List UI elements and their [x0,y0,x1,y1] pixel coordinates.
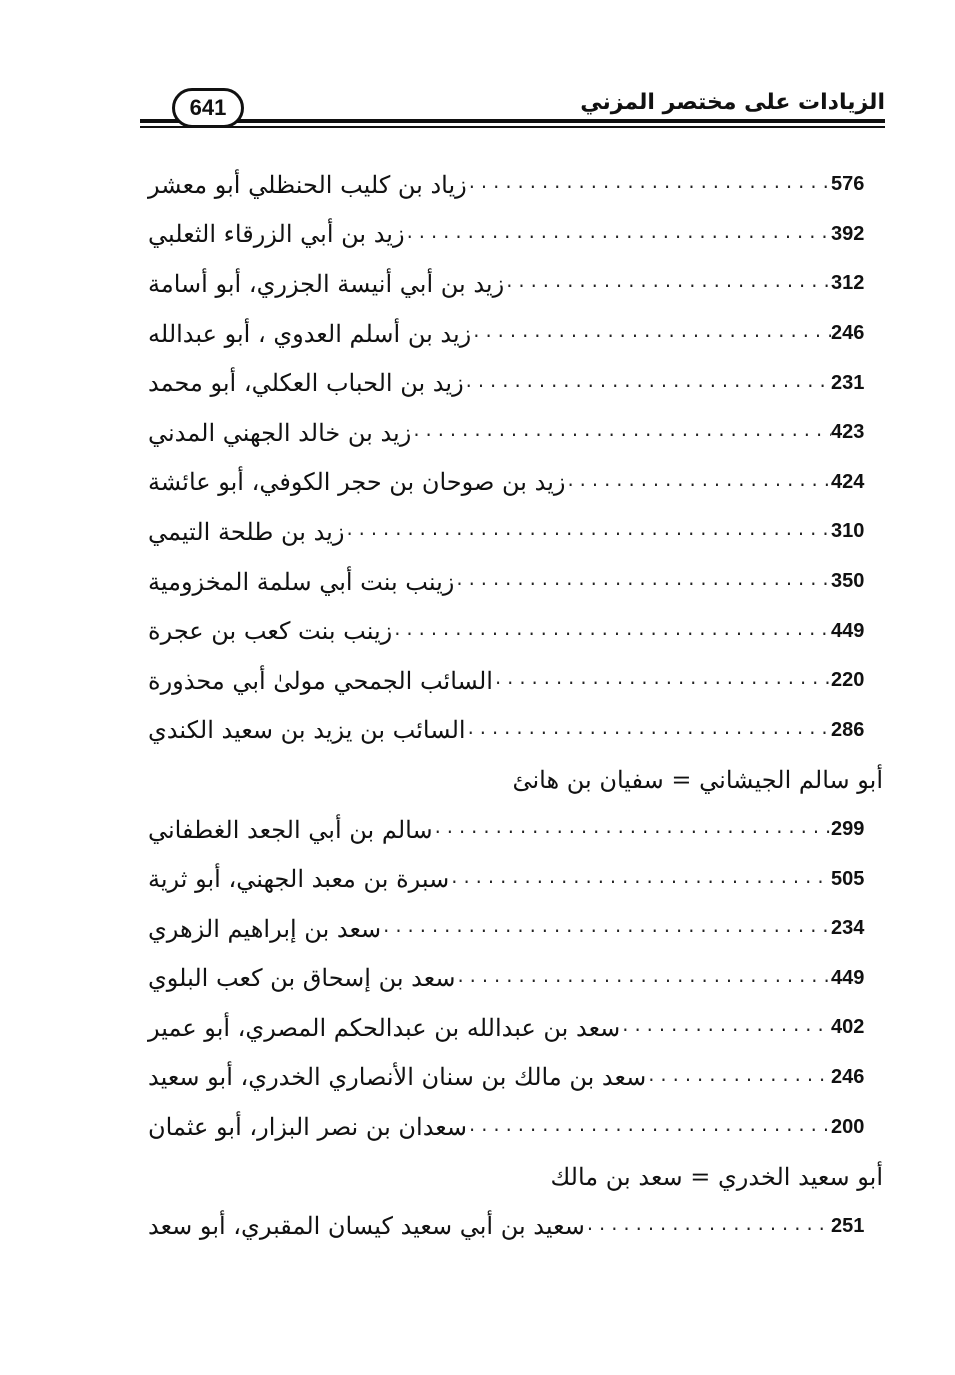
entry-name: زيد بن أبي الزرقاء الثعلبي [148,220,405,249]
entry-page-number: 423 [831,421,865,444]
dot-leader [466,721,831,740]
entry-page-number: 576 [831,173,865,196]
dot-leader [467,175,831,194]
running-title: الزيادات على مختصر المزني [580,90,885,115]
index-entry [138,1003,883,1053]
index-entry [138,358,883,408]
entry-name: زيد بن الحباب العكلي، أبو محمد [148,369,464,398]
dot-leader [493,671,831,690]
entry-page-number: 424 [831,470,865,493]
dot-leader [411,423,831,442]
entry-page-number: 251 [831,1214,865,1237]
header-rule-thick [140,119,885,123]
dot-leader [405,225,831,244]
dot-leader [585,1217,831,1236]
entry-page-number: 310 [831,520,865,543]
index-entry [138,309,883,359]
entry-name: السائب بن يزيد بن سعيد الكندي [148,716,466,745]
header-rule-thin [140,126,885,128]
entry-name: أبو سعيد الخدري = سعد بن مالك [550,1162,883,1191]
entry-page-number: 246 [831,1065,865,1088]
entry-name: سعدان بن نصر البزار، أبو عثمان [148,1113,467,1142]
entry-page-number: 246 [831,322,865,345]
entry-page-number: 299 [831,818,865,841]
entry-name: سالم بن أبي الجعد الغطفاني [148,815,433,844]
index-entry [138,210,883,260]
dot-leader [646,1068,831,1087]
index-list [138,160,883,1251]
index-entry [138,904,883,954]
entry-page-number: 231 [831,371,865,394]
entry-name: سبرة بن معبد الجهني، أبو ثرية [148,865,450,894]
dot-leader [454,572,831,591]
entry-page-number: 505 [831,867,865,890]
entry-name: السائب الجمحي مولىٰ أبي محذورة [148,666,493,695]
index-entry [138,557,883,607]
index-entry [138,954,883,1004]
entry-name: زيد بن صوحان بن حجر الكوفي، أبو عائشة [148,468,566,497]
entry-page-number: 312 [831,272,865,295]
index-entry [138,805,883,855]
running-header [140,88,885,132]
index-entry [138,854,883,904]
entry-name: زينب بنت أبي سلمة المخزومية [148,567,455,596]
entry-name: سعيد بن أبي سعيد كيسان المقبري، أبو سعد [148,1212,585,1241]
entry-name: أبو سالم الجيشاني = سفيان بن هانئ [512,765,883,794]
index-entry [138,1053,883,1103]
entry-name: سعد بن مالك بن سنان الأنصاري الخدري، أبو سعيد [148,1063,647,1092]
entry-page-number: 392 [831,222,865,245]
entry-page-number: 402 [831,1016,865,1039]
entry-page-number: 234 [831,917,865,940]
index-entry [138,408,883,458]
dot-leader [381,919,831,938]
index-entry [138,259,883,309]
dot-leader [433,820,831,839]
entry-page-number: 220 [831,669,865,692]
entry-name: زيد بن أبي أنيسة الجزري، أبو أسامة [148,269,505,298]
page-number: 641 [172,88,244,128]
dot-leader [449,870,831,889]
entry-page-number: 286 [831,718,865,741]
index-entry [138,1102,883,1152]
dot-leader [467,1118,831,1137]
index-entry [138,507,883,557]
dot-leader [471,324,831,343]
dot-leader [565,473,831,492]
entry-name: زيد بن طلحة التيمي [148,517,345,546]
dot-leader [344,522,831,541]
entry-name: زياد بن كليب الحنظلي أبو معشر [148,170,467,199]
index-entry [138,160,883,210]
index-entry [138,606,883,656]
entry-name: زيد بن خالد الجهني المدني [148,418,412,447]
dot-leader [455,969,831,988]
entry-name: سعد بن عبدالله بن عبدالحكم المصري، أبو عمير [148,1013,621,1042]
index-cross-reference [138,1152,883,1202]
index-cross-reference [138,755,883,805]
entry-name: زيد بن أسلم العدوي ، أبو عبدالله [148,319,472,348]
dot-leader [504,274,831,293]
dot-leader [620,1018,831,1037]
index-entry [138,656,883,706]
index-entry [138,458,883,508]
entry-page-number: 449 [831,619,865,642]
entry-name: سعد بن إبراهيم الزهري [148,914,382,943]
index-entry [138,1201,883,1251]
dot-leader [392,622,831,641]
entry-page-number: 449 [831,966,865,989]
dot-leader [464,374,831,393]
index-entry [138,706,883,756]
entry-name: زينب بنت كعب بن عجرة [148,617,393,646]
entry-page-number: 350 [831,570,865,593]
entry-page-number: 200 [831,1115,865,1138]
entry-name: سعد بن إسحاق بن كعب البلوي [148,964,456,993]
